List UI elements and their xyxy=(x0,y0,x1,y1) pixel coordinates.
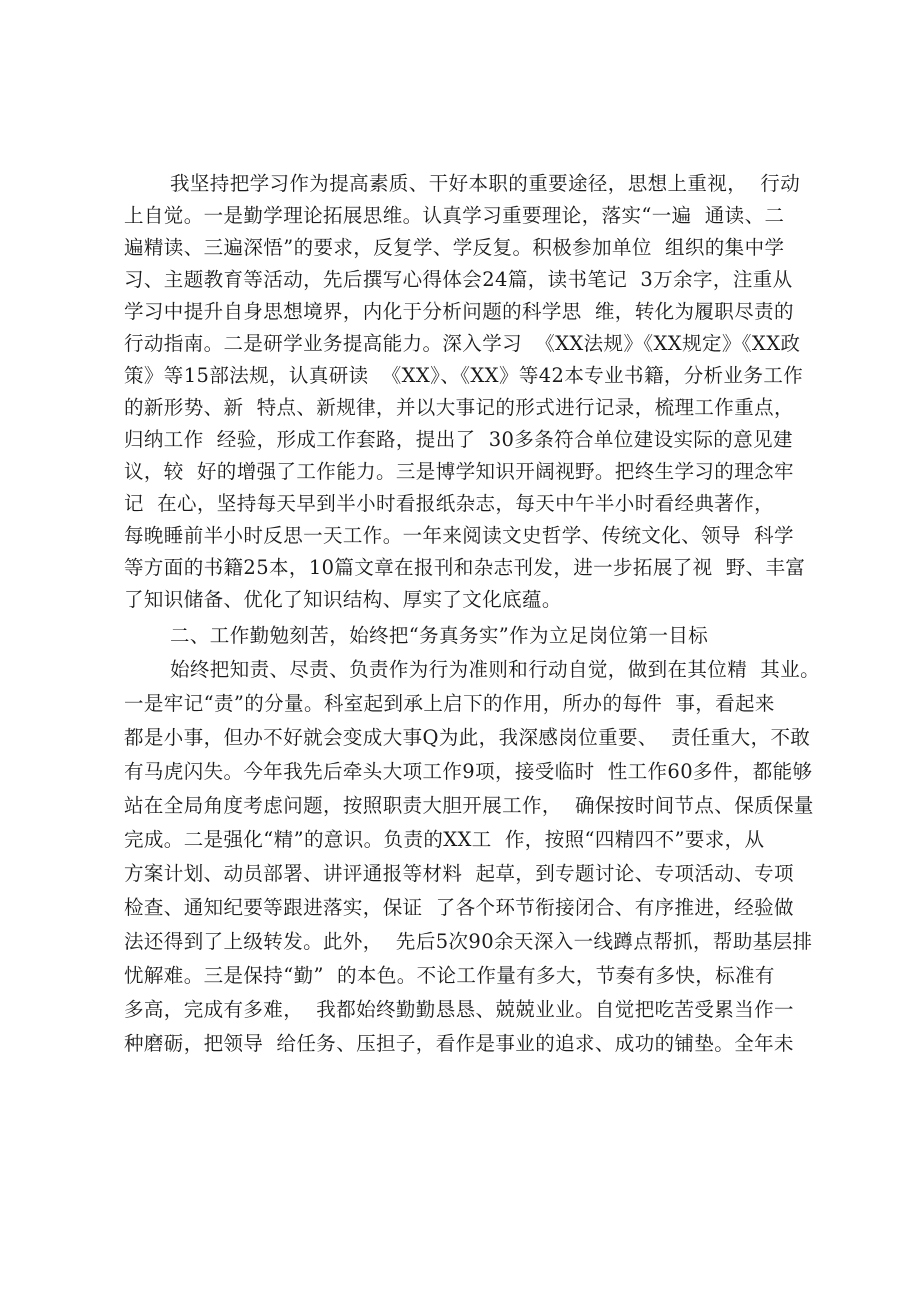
text-line: 检查、通知纪要等跟进落实，保证 了各个环节衔接闭合、有序推进，经验做 xyxy=(124,896,794,919)
text-line: 法还得到了上级转发。此外， 先后5次90余天深入一线蹲点帮抓，帮助基层排 xyxy=(124,930,813,953)
text-line: 归纳工作 经验，形成工作套路，提出了 30多条符合单位建设实际的意见建 xyxy=(124,428,793,451)
text-line: 方案计划、动员部署、讲评通报等材料 起草，到专题讨论、专项活动、专项 xyxy=(124,862,794,885)
text-line: 上自觉。一是勤学理论拓展思维。认真学习重要理论，落实“一遍 通读、二 xyxy=(124,204,785,227)
text-line: 完成。二是强化“精”的意识。负责的XX工 作，按照“四精四不”要求，从 xyxy=(124,828,765,851)
text-line: 种磨砺，把领导 给任务、压担子，看作是事业的追求、成功的铺垫。全年未 xyxy=(124,1032,794,1055)
text-line: 行动指南。二是研学业务提高能力。深入学习 《XX法规》《XX规定》《XX政 xyxy=(124,332,801,355)
text-line: 我坚持把学习作为提高素质、干好本职的重要途径，思想上重视， 行动 xyxy=(170,172,801,195)
text-line: 一是牢记“责”的分量。科室起到承上启下的作用，所办的每件 事，看起来 xyxy=(124,692,775,715)
text-line: 每晚睡前半小时反思一天工作。一年来阅读文史哲学、传统文化、领导 科学 xyxy=(124,524,794,547)
text-line: 等方面的书籍25本，10篇文章在报刊和杂志刊发，进一步拓展了视 野、丰富 xyxy=(124,556,806,579)
text-line: 习、主题教育等活动，先后撰写心得体会24篇，读书笔记 3万余字，注重从 xyxy=(124,268,793,291)
text-line: 记 在心，坚持每天早到半小时看报纸杂志，每天中午半小时看经典著作， xyxy=(124,492,774,515)
text-line: 议，较 好的增强了工作能力。三是博学知识开阔视野。把终生学习的理念牢 xyxy=(124,460,794,483)
text-line: 了知识储备、优化了知识结构、厚实了文化底蕴。 xyxy=(124,588,562,611)
text-line: 有马虎闪失。今年我先后牵头大项工作9项，接受临时 性工作60多件，都能够 xyxy=(124,760,813,783)
text-line: 的新形势、新 特点、新规律，并以大事记的形式进行记录，梳理工作重点， xyxy=(124,396,794,419)
text-line: 多高，完成有多难， 我都始终勤勤恳恳、兢兢业业。自觉把吃苦受累当作一 xyxy=(124,998,794,1021)
text-line: 学习中提升自身思想境界，内化于分析问题的科学思 维，转化为履职尽责的 xyxy=(124,300,794,323)
text-line: 忧解难。三是保持“勤” 的本色。不论工作量有多大，节奏有多快，标准有 xyxy=(124,964,775,987)
text-line: 始终把知责、尽责、负责作为行为准则和行动自觉，做到在其位精 其业。 xyxy=(170,658,820,681)
text-line: 遍精读、三遍深悟”的要求，反复学、学反复。积极参加单位 组织的集中学 xyxy=(124,236,785,259)
text-line: 站在全局角度考虑问题，按照职责大胆开展工作， 确保按时间节点、保质保量 xyxy=(124,794,814,817)
text-line: 都是小事，但办不好就会变成大事Q为此，我深感岗位重要、 责任重大，不敢 xyxy=(124,726,811,749)
text-line: 策》等15部法规，认真研读 《XX》、《XX》等42本专业书籍，分析业务工作 xyxy=(124,364,804,387)
section-heading: 二、工作勤勉刻苦，始终把“务真务实”作为立足岗位第一目标 xyxy=(170,624,709,647)
